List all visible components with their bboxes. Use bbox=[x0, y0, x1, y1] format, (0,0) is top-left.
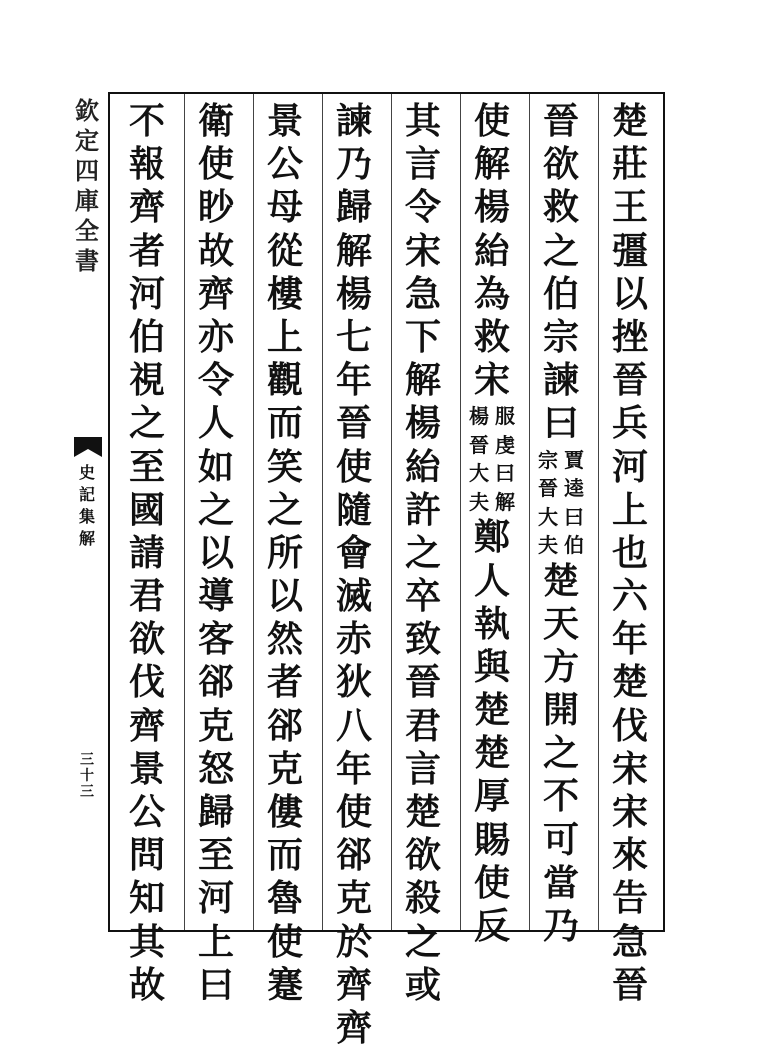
main-char: 令 bbox=[404, 186, 441, 229]
margin-title-char: 四 bbox=[75, 156, 99, 185]
note-char: 虔 bbox=[495, 432, 515, 457]
book-title-char: 史 bbox=[78, 463, 95, 482]
column-rule bbox=[253, 94, 254, 930]
main-char: 者 bbox=[128, 229, 165, 272]
main-char: 不 bbox=[128, 100, 165, 142]
main-char: 與 bbox=[473, 645, 510, 688]
main-char: 王 bbox=[611, 186, 648, 229]
main-char: 然 bbox=[266, 618, 303, 661]
main-char: 欲 bbox=[128, 618, 165, 661]
main-char: 而 bbox=[266, 402, 303, 445]
main-char: 人 bbox=[473, 559, 510, 602]
main-char: 歸 bbox=[197, 791, 234, 833]
main-char: 紿 bbox=[404, 445, 441, 488]
main-char: 至 bbox=[128, 445, 165, 488]
main-char: 會 bbox=[335, 531, 372, 574]
main-char: 欲 bbox=[542, 143, 579, 186]
main-char: 克 bbox=[266, 747, 303, 790]
main-char: 僂 bbox=[266, 791, 303, 833]
main-char: 開 bbox=[542, 689, 579, 732]
main-char: 君 bbox=[404, 704, 441, 747]
main-char: 觀 bbox=[266, 359, 303, 402]
main-char: 其 bbox=[404, 100, 441, 142]
main-char: 請 bbox=[128, 531, 165, 574]
main-char: 諫 bbox=[335, 100, 372, 142]
main-char: 解 bbox=[404, 359, 441, 402]
page-number-char: 十 bbox=[80, 768, 94, 784]
margin-title-char: 全 bbox=[75, 216, 99, 245]
main-char: 執 bbox=[473, 602, 510, 645]
text-column bbox=[324, 100, 384, 1050]
main-char: 年 bbox=[611, 618, 648, 661]
main-char: 所 bbox=[266, 531, 303, 574]
main-char: 上 bbox=[611, 488, 648, 531]
main-char: 君 bbox=[128, 575, 165, 618]
main-char: 楚 bbox=[404, 791, 441, 833]
main-char: 使 bbox=[266, 920, 303, 963]
main-char: 滅 bbox=[335, 575, 372, 618]
main-char: 使 bbox=[335, 445, 372, 488]
main-char: 宗 bbox=[542, 315, 579, 358]
main-char: 宋 bbox=[611, 791, 648, 833]
note-char: 大 bbox=[538, 504, 558, 529]
main-char: 景 bbox=[266, 100, 303, 142]
column-rule bbox=[184, 94, 185, 930]
main-char: 年 bbox=[335, 747, 372, 790]
main-char: 其 bbox=[128, 920, 165, 963]
main-char: 使 bbox=[473, 100, 510, 142]
main-char: 視 bbox=[128, 359, 165, 402]
note-char: 逵 bbox=[564, 476, 584, 500]
text-column bbox=[600, 100, 660, 1007]
main-char: 不 bbox=[542, 775, 579, 818]
column-rule bbox=[460, 94, 461, 930]
main-char: 齊 bbox=[128, 186, 165, 229]
main-char: 許 bbox=[404, 488, 441, 531]
note-char: 大 bbox=[469, 461, 489, 486]
main-char: 晉 bbox=[542, 100, 579, 142]
main-char: 兵 bbox=[611, 402, 648, 445]
main-char: 客 bbox=[197, 618, 234, 661]
commentary-line bbox=[537, 446, 559, 560]
note-char: 楊 bbox=[469, 404, 489, 429]
main-char: 人 bbox=[197, 402, 234, 445]
fishtail-mark bbox=[74, 437, 102, 449]
main-char: 眇 bbox=[197, 186, 234, 229]
main-char: 晉 bbox=[611, 963, 648, 1006]
main-char: 之 bbox=[404, 531, 441, 574]
main-char: 楊 bbox=[404, 402, 441, 445]
main-char: 楚 bbox=[542, 559, 579, 602]
main-char: 郤 bbox=[197, 661, 234, 704]
main-char: 從 bbox=[266, 229, 303, 272]
main-char: 曰 bbox=[542, 402, 579, 445]
main-char: 齊 bbox=[197, 272, 234, 315]
main-char: 以 bbox=[197, 531, 234, 574]
main-char: 宋 bbox=[473, 359, 510, 402]
main-char: 公 bbox=[128, 791, 165, 833]
page-number-char: 三 bbox=[80, 784, 94, 800]
main-char: 伐 bbox=[128, 661, 165, 704]
margin-title-char: 欽 bbox=[75, 96, 99, 125]
main-char: 景 bbox=[128, 747, 165, 790]
main-char: 齊 bbox=[335, 963, 372, 1006]
main-char: 如 bbox=[197, 445, 234, 488]
main-char: 楚 bbox=[611, 100, 648, 142]
main-char: 於 bbox=[335, 920, 372, 963]
main-char: 言 bbox=[404, 143, 441, 186]
center-margin bbox=[66, 92, 108, 932]
main-char: 河 bbox=[611, 445, 648, 488]
commentary-note bbox=[468, 402, 516, 516]
note-char: 宗 bbox=[538, 447, 558, 472]
main-char: 八 bbox=[335, 704, 372, 747]
main-char: 彊 bbox=[611, 229, 648, 272]
note-char: 服 bbox=[495, 404, 515, 429]
main-char: 令 bbox=[197, 359, 234, 402]
text-column bbox=[186, 100, 246, 1007]
book-title-char: 記 bbox=[78, 485, 95, 504]
note-char: 賈 bbox=[564, 447, 584, 472]
main-char: 賜 bbox=[473, 818, 510, 861]
main-char: 以 bbox=[266, 575, 303, 618]
main-char: 紿 bbox=[473, 229, 510, 272]
main-char: 宋 bbox=[404, 229, 441, 272]
main-char: 郤 bbox=[335, 834, 372, 877]
main-char: 樓 bbox=[266, 272, 303, 315]
main-char: 為 bbox=[473, 272, 510, 315]
column-rule bbox=[391, 94, 392, 930]
main-char: 公 bbox=[266, 143, 303, 186]
main-char: 六 bbox=[611, 575, 648, 618]
commentary-note bbox=[537, 446, 585, 560]
main-char: 急 bbox=[611, 920, 648, 963]
main-char: 使 bbox=[335, 791, 372, 833]
margin-title-char: 定 bbox=[75, 126, 99, 155]
main-char: 故 bbox=[128, 963, 165, 1006]
main-char: 也 bbox=[611, 531, 648, 574]
main-char: 可 bbox=[542, 818, 579, 861]
main-char: 方 bbox=[542, 645, 579, 688]
main-char: 隨 bbox=[335, 488, 372, 531]
main-char: 者 bbox=[266, 661, 303, 704]
main-char: 救 bbox=[473, 315, 510, 358]
main-char: 母 bbox=[266, 186, 303, 229]
main-char: 魯 bbox=[266, 877, 303, 920]
main-char: 言 bbox=[404, 747, 441, 790]
text-column bbox=[255, 100, 315, 1007]
main-char: 蹇 bbox=[266, 963, 303, 1006]
main-char: 上 bbox=[266, 315, 303, 358]
main-char: 挫 bbox=[611, 315, 648, 358]
main-char: 當 bbox=[542, 861, 579, 904]
main-char: 問 bbox=[128, 834, 165, 877]
note-char: 晉 bbox=[469, 432, 489, 457]
main-char: 之 bbox=[128, 402, 165, 445]
main-char: 導 bbox=[197, 575, 234, 618]
book-title-char: 解 bbox=[78, 529, 95, 548]
main-char: 七 bbox=[335, 315, 372, 358]
main-char: 卒 bbox=[404, 575, 441, 618]
note-char: 夫 bbox=[469, 489, 489, 514]
main-char: 之 bbox=[542, 732, 579, 775]
main-char: 反 bbox=[473, 905, 510, 947]
main-char: 或 bbox=[404, 963, 441, 1006]
main-char: 晉 bbox=[611, 359, 648, 402]
text-column bbox=[117, 100, 177, 1007]
main-char: 晉 bbox=[335, 402, 372, 445]
main-char: 解 bbox=[335, 229, 372, 272]
main-char: 齊 bbox=[335, 1006, 372, 1049]
main-char: 伐 bbox=[611, 704, 648, 747]
main-char: 而 bbox=[266, 834, 303, 877]
main-char: 來 bbox=[611, 834, 648, 877]
main-char: 宋 bbox=[611, 747, 648, 790]
main-char: 殺 bbox=[404, 877, 441, 920]
main-char: 之 bbox=[542, 229, 579, 272]
main-char: 至 bbox=[197, 834, 234, 877]
main-char: 知 bbox=[128, 877, 165, 920]
main-char: 年 bbox=[335, 359, 372, 402]
main-char: 楚 bbox=[473, 689, 510, 732]
column-rule bbox=[322, 94, 323, 930]
note-char: 解 bbox=[495, 489, 515, 514]
main-char: 欲 bbox=[404, 834, 441, 877]
commentary-line bbox=[468, 402, 490, 516]
note-char: 晉 bbox=[538, 476, 558, 500]
main-char: 下 bbox=[404, 315, 441, 358]
main-char: 怒 bbox=[197, 747, 234, 790]
column-rule bbox=[529, 94, 530, 930]
main-char: 乃 bbox=[542, 905, 579, 947]
main-char: 之 bbox=[266, 488, 303, 531]
margin-title-char: 書 bbox=[75, 246, 99, 275]
main-char: 伯 bbox=[128, 315, 165, 358]
book-title-char: 集 bbox=[78, 507, 95, 526]
main-char: 使 bbox=[197, 143, 234, 186]
note-char: 曰 bbox=[564, 504, 584, 529]
main-char: 曰 bbox=[197, 963, 234, 1006]
main-char: 克 bbox=[197, 704, 234, 747]
main-char: 歸 bbox=[335, 186, 372, 229]
main-char: 告 bbox=[611, 877, 648, 920]
text-column bbox=[462, 100, 522, 948]
page-number-char: 三 bbox=[80, 752, 94, 768]
main-char: 之 bbox=[404, 920, 441, 963]
main-char: 諫 bbox=[542, 359, 579, 402]
column-rule bbox=[598, 94, 599, 930]
main-char: 以 bbox=[611, 272, 648, 315]
main-char: 笑 bbox=[266, 445, 303, 488]
page-number bbox=[66, 752, 108, 800]
commentary-line bbox=[563, 446, 585, 560]
book-title bbox=[66, 462, 108, 550]
main-char: 河 bbox=[128, 272, 165, 315]
main-char: 厚 bbox=[473, 775, 510, 818]
main-char: 天 bbox=[542, 602, 579, 645]
main-char: 上 bbox=[197, 920, 234, 963]
note-char: 伯 bbox=[564, 533, 584, 557]
main-char: 衛 bbox=[197, 100, 234, 142]
main-char: 故 bbox=[197, 229, 234, 272]
main-char: 鄭 bbox=[473, 516, 510, 559]
main-char: 乃 bbox=[335, 143, 372, 186]
main-char: 赤 bbox=[335, 618, 372, 661]
main-char: 解 bbox=[473, 143, 510, 186]
text-column bbox=[531, 100, 591, 948]
main-char: 報 bbox=[128, 143, 165, 186]
note-char: 曰 bbox=[495, 461, 515, 486]
main-char: 莊 bbox=[611, 143, 648, 186]
main-char: 致 bbox=[404, 618, 441, 661]
main-char: 國 bbox=[128, 488, 165, 531]
main-char: 楊 bbox=[335, 272, 372, 315]
main-char: 楊 bbox=[473, 186, 510, 229]
note-char: 夫 bbox=[538, 533, 558, 557]
main-char: 克 bbox=[335, 877, 372, 920]
margin-title-char: 庫 bbox=[75, 186, 99, 215]
main-char: 楚 bbox=[473, 732, 510, 775]
main-char: 之 bbox=[197, 488, 234, 531]
main-char: 狄 bbox=[335, 661, 372, 704]
text-column bbox=[393, 100, 453, 1007]
main-char: 伯 bbox=[542, 272, 579, 315]
collection-title bbox=[66, 96, 108, 276]
main-char: 亦 bbox=[197, 315, 234, 358]
main-char: 郤 bbox=[266, 704, 303, 747]
commentary-line bbox=[494, 402, 516, 516]
main-char: 使 bbox=[473, 861, 510, 904]
main-char: 急 bbox=[404, 272, 441, 315]
fishtail-mark-tail bbox=[74, 449, 102, 457]
main-char: 救 bbox=[542, 186, 579, 229]
main-char: 楚 bbox=[611, 661, 648, 704]
main-char: 齊 bbox=[128, 704, 165, 747]
main-char: 晉 bbox=[404, 661, 441, 704]
main-char: 河 bbox=[197, 877, 234, 920]
